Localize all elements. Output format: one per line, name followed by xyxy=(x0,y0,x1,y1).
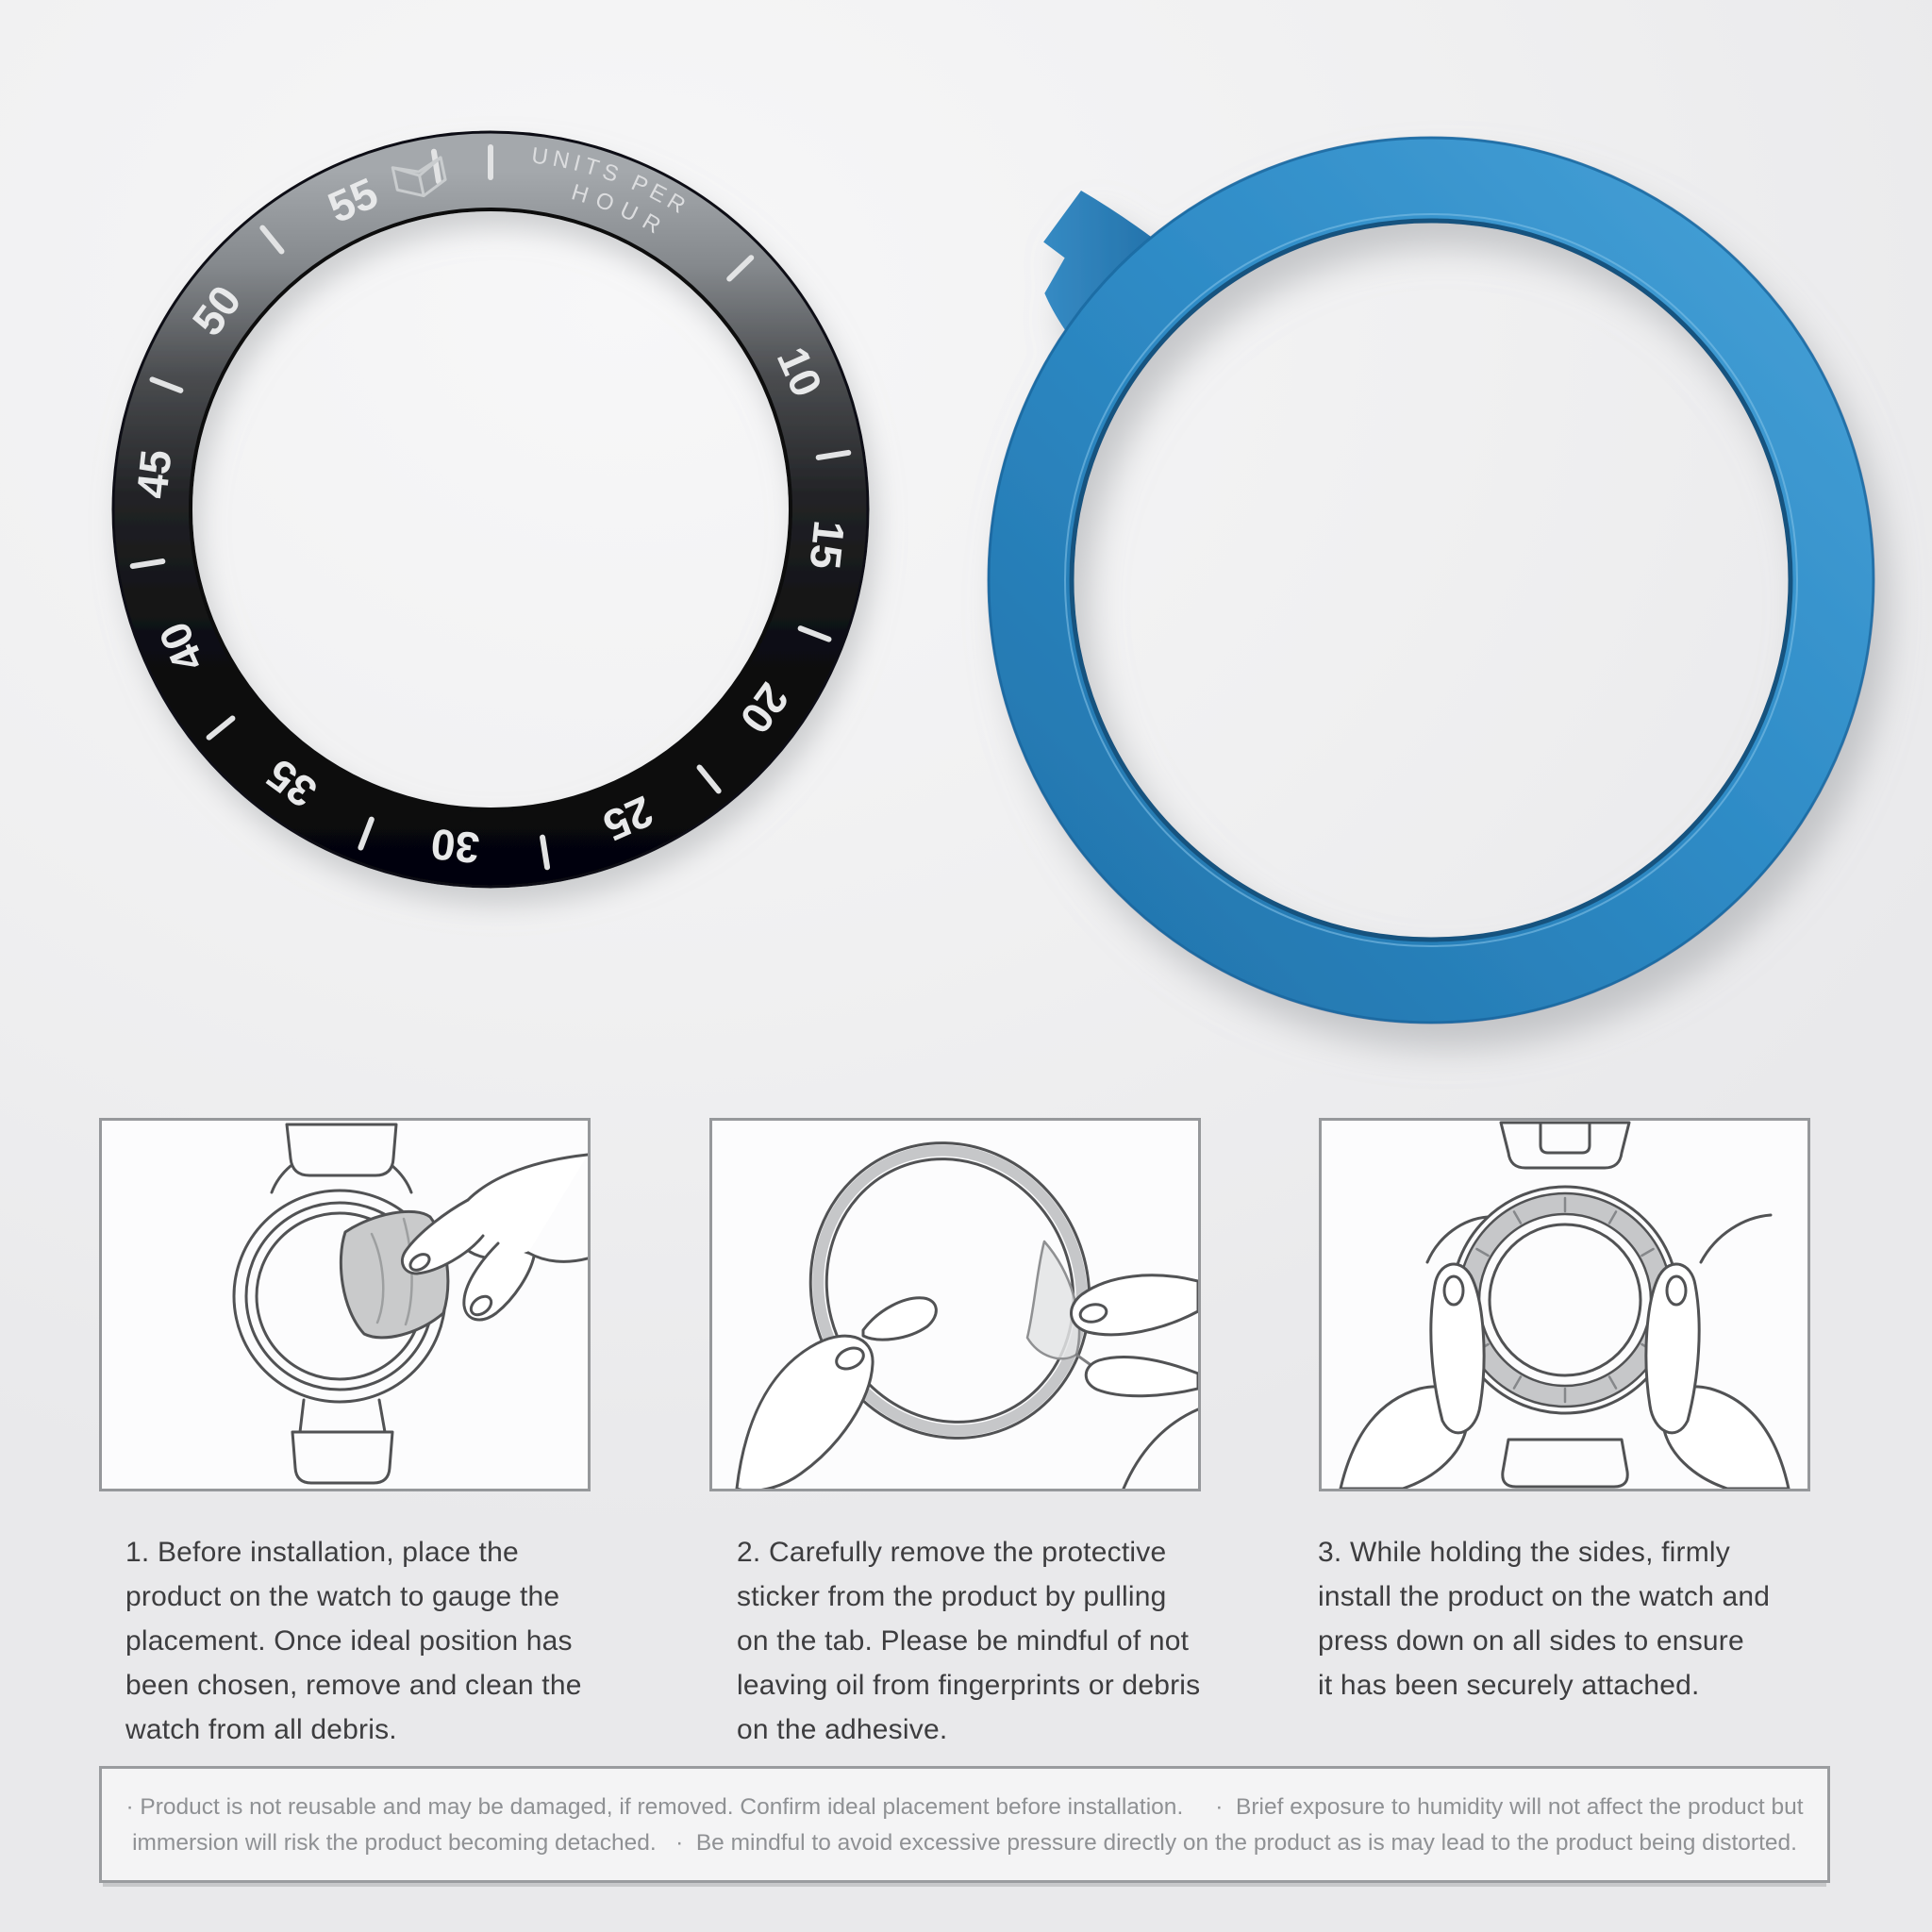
bezel-number: 30 xyxy=(428,819,482,874)
step-2-line: on the tab. Please be mindful of not xyxy=(737,1625,1190,1657)
right-hand xyxy=(1072,1275,1198,1489)
bezel-number: 25 xyxy=(596,786,660,852)
peel-sticker-drawing xyxy=(712,1121,1198,1489)
step-3-line: install the product on the watch and xyxy=(1318,1581,1771,1612)
disclaimer-box xyxy=(99,1766,1830,1883)
step-1-line: watch from all debris. xyxy=(125,1714,397,1745)
blue-bezel xyxy=(989,138,1874,1023)
step-3-text xyxy=(1318,1530,1770,1707)
disclaimer-line-2: immersion will risk the product becoming detached. · Be mindful to avoid excessive pressure directly on the product as is may lead to the product being distorted. xyxy=(132,1830,1797,1856)
clean-watch-drawing xyxy=(102,1121,588,1489)
units-per-label: UNITS PER xyxy=(529,142,694,222)
step3-illustration-panel xyxy=(1319,1118,1810,1491)
black-bezel xyxy=(113,132,868,887)
step-3-line: 3. While holding the sides, firmly xyxy=(1318,1537,1730,1568)
bezel-number: 50 xyxy=(182,276,251,344)
installed-bezel-ring xyxy=(1469,1204,1661,1396)
bezel-number: 55 xyxy=(321,167,385,233)
step1-illustration-panel xyxy=(99,1118,591,1491)
step-2-line: leaving oil from fingerprints or debris xyxy=(737,1670,1201,1701)
right-hand xyxy=(1646,1215,1789,1489)
step-2-line: sticker from the product by pulling xyxy=(737,1581,1167,1612)
step-1-line: placement. Once ideal position has xyxy=(125,1625,573,1657)
step-1-line: product on the watch to gauge the xyxy=(125,1581,560,1612)
step-2-line: 2. Carefully remove the protective xyxy=(737,1537,1167,1568)
step-1-line: 1. Before installation, place the xyxy=(125,1537,519,1568)
bezel-number: 45 xyxy=(126,447,181,501)
install-bezel-drawing xyxy=(1322,1121,1807,1489)
step-3-line: it has been securely attached. xyxy=(1318,1670,1700,1701)
bezel-number: 40 xyxy=(148,615,214,679)
left-hand xyxy=(737,1298,936,1489)
bezel-number: 20 xyxy=(730,675,799,742)
step-1-text xyxy=(125,1530,582,1752)
step-3-line: press down on all sides to ensure xyxy=(1318,1625,1744,1657)
step2-illustration-panel xyxy=(709,1118,1201,1491)
disclaimer-line-1: · Product is not reusable and may be damaged, if removed. Confirm ideal placement before installation. · Brief exposure to humidity will not affect the product but xyxy=(125,1794,1804,1820)
bezel-number: 10 xyxy=(767,340,833,404)
hour-label: HOUR xyxy=(568,179,673,243)
bezel-number: 35 xyxy=(258,749,325,818)
bezel-number: 15 xyxy=(800,518,855,572)
step-2-text xyxy=(737,1530,1200,1752)
step-1-line: been chosen, remove and clean the xyxy=(125,1670,582,1701)
step-2-line: on the adhesive. xyxy=(737,1714,948,1745)
left-hand xyxy=(1341,1217,1488,1489)
